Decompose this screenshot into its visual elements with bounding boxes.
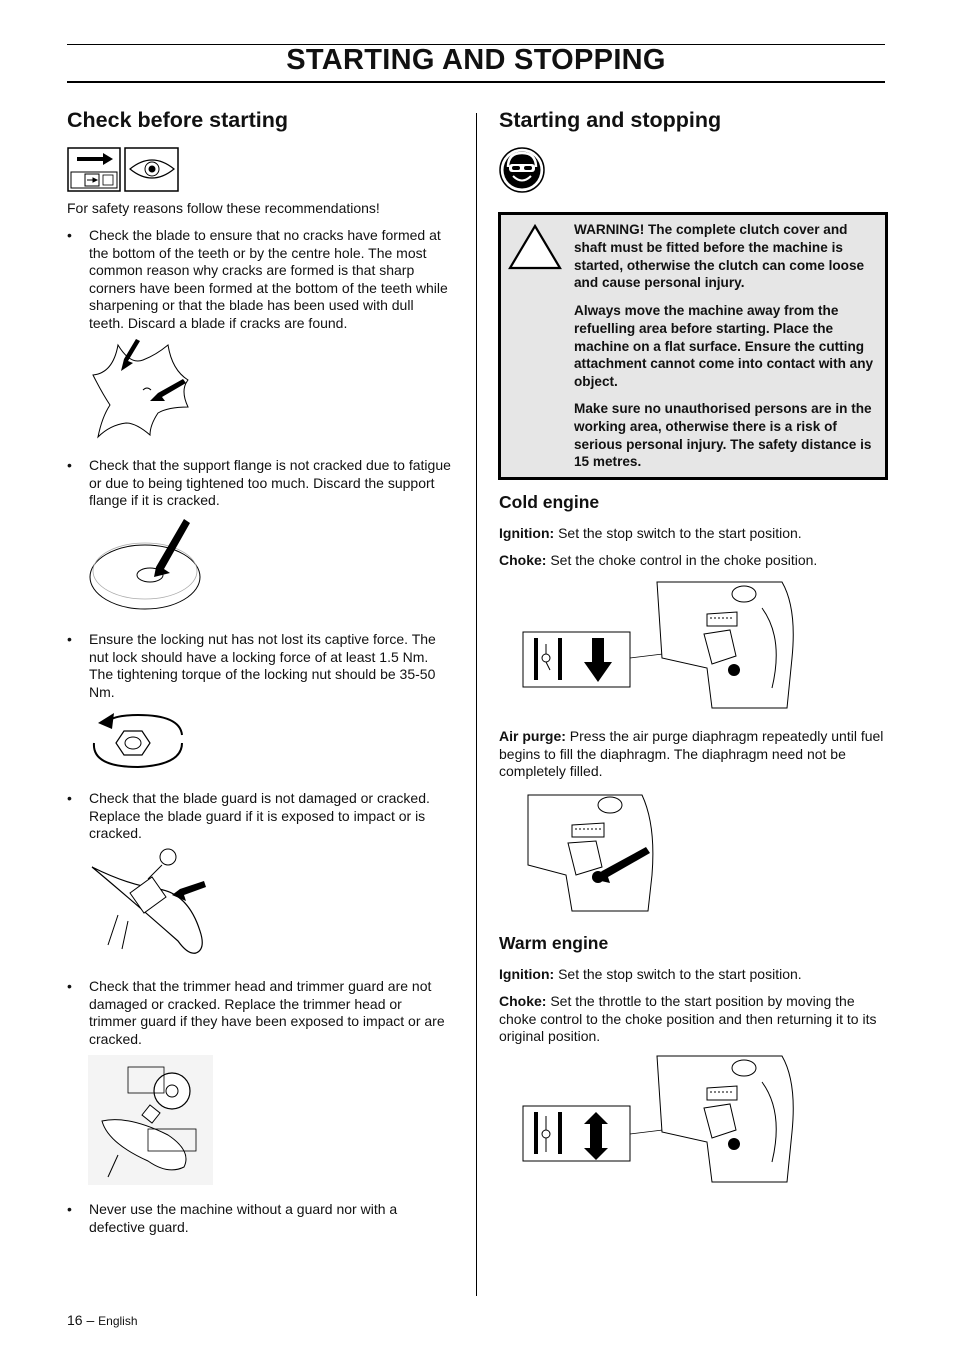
page-number: 16 – [67,1312,95,1328]
cold-purge-label: Air purge: [499,728,566,744]
warm-ignition-label: Ignition: [499,966,555,982]
bullet-text: Never use the machine without a guard nor with a defective guard. [89,1201,398,1235]
bullet-text: Check that the blade guard is not damaged or cracked. Replace the blade guard if it is exposed to impact or is cracked. [89,790,430,842]
bullet-text: Check that the trimmer head and trimmer guard are not damaged or cracked. Replace the trimmer head or trimmer guard if they have been exposed to impact or are cracked. [89,978,445,1047]
cold-choke-illustration [522,578,802,713]
header-bottom-rule [67,81,885,83]
bullet-symbol: • [67,978,72,994]
blade-guard-illustration [88,845,213,960]
cold-ignition-value: Set the stop switch to the start position. [554,525,802,541]
bullet-symbol: • [67,227,72,243]
locking-nut-illustration [88,705,188,773]
cold-choke-label: Choke: [499,552,547,568]
warning-box [498,212,888,480]
footer [67,1312,138,1328]
column-divider [476,113,477,1296]
bullet-text: Check that the support flange is not cracked due to fatigue or due to being tightened too much. Discard the support flange if it is cracked. [89,457,451,509]
blade-crack-illustration [88,335,198,440]
air-purge-illustration [522,785,662,915]
intro-text: For safety reasons follow these recommendations! [67,200,380,216]
heading-check-before-starting: Check before starting [67,108,289,132]
cold-ignition-text [499,525,884,543]
heading-cold-engine: Cold engine [499,492,600,512]
bullet-symbol: • [67,1201,72,1217]
cold-choke-text [499,552,884,570]
warm-choke-text [499,993,887,1046]
cold-choke-value: Set the choke control in the choke position. [546,552,818,568]
warning-text-2: Always move the machine away from the refuelling area before starting. Place the machine on a flat surface. Ensure the cutting attachment cannot come into contact with any object. [574,303,874,390]
bullet-symbol: • [67,631,72,647]
cold-purge-text [499,728,887,781]
warm-ignition-text [499,966,884,984]
heading-starting-and-stopping: Starting and stopping [499,108,722,132]
cold-purge-value: Press the air purge diaphragm repeatedly until fuel begins to fill the diaphragm. The diaphragm need not be completely filled. [499,728,884,780]
trimmer-head-illustration [88,1055,213,1185]
warning-text-1: WARNING! The complete clutch cover and shaft must be fitted before the machine is started, otherwise the clutch can come loose and cause personal injury. [574,222,865,291]
warm-ignition-value: Set the stop switch to the start position. [554,966,802,982]
cold-ignition-label: Ignition: [499,525,555,541]
footer-language: English [98,1314,138,1328]
warm-choke-label: Choke: [499,993,547,1009]
warm-choke-illustration [522,1050,802,1185]
page-title: STARTING AND STOPPING [286,44,666,76]
support-flange-illustration [88,515,203,613]
bullet-symbol: • [67,457,72,473]
bullet-symbol: • [67,790,72,806]
inspect-icon [67,147,179,192]
heading-warm-engine: Warm engine [499,933,609,953]
warm-choke-value: Set the throttle to the start position by moving the choke control to the choke position and then returning it to its original position. [499,993,877,1045]
protective-equipment-icon [499,147,545,193]
bullet-text: Check the blade to ensure that no cracks have formed at the bottom of the teeth or by the centre hole. The most common reason why cracks are formed is that sharp corners have been formed at the bottom of the teeth while sharpening or that the blade has been used with dull teeth. Discard a blade if cracks are found. [89,227,448,331]
warning-triangle-icon [507,223,563,271]
bullet-text: Ensure the locking nut has not lost its captive force. The nut lock should have a locking force of at least 1.5 Nm. The tightening torque of the locking nut should be 35-50 Nm. [89,631,436,700]
warning-text-3: Make sure no unauthorised persons are in the working area, otherwise there is a risk of serious personal injury. The safety distance is 15 metres. [574,401,872,470]
